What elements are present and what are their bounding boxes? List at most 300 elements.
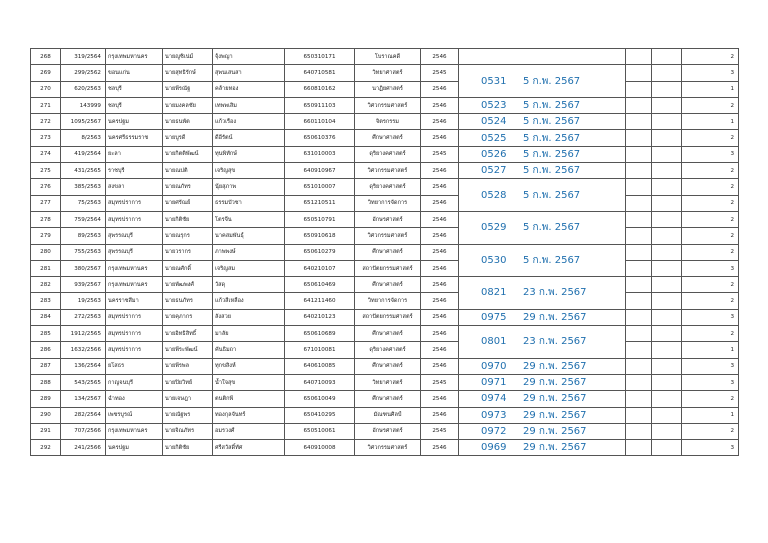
row-student-id: 660810162 [285,81,355,97]
row-year: 2545 [421,65,459,81]
row-last-name: เจริญสุข [213,163,285,179]
blank-a [626,260,652,276]
blank-a [626,195,652,211]
doc-number: 0971 [481,377,507,389]
blank-b [652,423,682,439]
doc-date: 23 ก.พ. 2567 [523,287,587,299]
row-year: 2546 [421,49,459,65]
row-seq: 282 [31,277,61,293]
row-last-name: ทุกขสิงห์ [213,358,285,374]
row-last-name: ลังสวย [213,309,285,325]
row-count: 2 [682,195,739,211]
row-year: 2545 [421,374,459,390]
doc-date: 5 ก.พ. 2567 [523,116,581,128]
row-year: 2546 [421,97,459,113]
doc-number: 0528 [481,189,507,201]
table-row [31,260,739,276]
blank-b [652,293,682,309]
row-department: วิศวกรรมศาสตร์ [355,440,421,456]
row-province: นครศรีธรรมราช [106,130,163,146]
table-row [31,277,739,293]
blank-a [626,277,652,293]
row-last-name: แก้วเรือง [213,114,285,130]
row-department: อักษรศาสตร์ [355,423,421,439]
row-seq: 284 [31,309,61,325]
row-department: วิศวกรรมศาสตร์ [355,228,421,244]
doc-number: 0975 [481,311,507,323]
row-student-id: 640910008 [285,440,355,456]
row-year: 2546 [421,211,459,227]
row-first-name: นายอิทธิสิทธิ์ [163,326,213,342]
doc-number: 0525 [481,132,507,144]
row-year: 2546 [421,260,459,276]
doc-date: 5 ก.พ. 2567 [523,148,581,160]
row-seq: 278 [31,211,61,227]
row-first-name: นายจิณภัทร [163,423,213,439]
doc-date: 29 ก.พ. 2567 [523,425,587,437]
row-last-name: ภาพพงษ์ [213,244,285,260]
doc-reference [459,374,626,390]
row-count: 2 [682,179,739,195]
blank-a [626,146,652,162]
row-last-name: คล้ายทอง [213,81,285,97]
row-province: ชลบุรี [106,81,163,97]
row-department: วิทยาการจัดการ [355,195,421,211]
row-code: 272/2563 [61,309,106,325]
table-row [31,391,739,407]
row-province: กรุงเทพมหานคร [106,423,163,439]
row-count: 2 [682,130,739,146]
row-code: 759/2564 [61,211,106,227]
row-last-name: นาคสมพันธุ์ [213,228,285,244]
row-first-name: นายพีรพล [163,358,213,374]
row-student-id: 650410295 [285,407,355,423]
table-row [31,293,739,309]
row-count: 2 [682,228,739,244]
row-first-name: นายกิตติพัฒน์ [163,146,213,162]
doc-date: 23 ก.พ. 2567 [523,336,587,348]
blank-a [626,326,652,342]
row-code: 707/2566 [61,423,106,439]
row-department: ศึกษาศาสตร์ [355,277,421,293]
doc-reference [459,146,626,162]
doc-number: 0527 [481,165,507,177]
row-count: 3 [682,440,739,456]
row-province: ราชบุรี [106,163,163,179]
row-first-name: นายปิยวิทย์ [163,374,213,390]
row-count: 3 [682,374,739,390]
doc-reference [459,407,626,423]
blank-a [626,228,652,244]
row-last-name: ธรรมบัวชา [213,195,285,211]
row-year: 2546 [421,114,459,130]
row-first-name: นายพีระพัฒน์ [163,342,213,358]
doc-date: 5 ก.พ. 2567 [523,100,581,112]
row-last-name: น้ำใจสุข [213,374,285,390]
row-department: ดุริยางคศาสตร์ [355,146,421,162]
row-province: นครราชสีมา [106,293,163,309]
row-seq: 283 [31,293,61,309]
row-last-name: นุ้ยสุภาพ [213,179,285,195]
row-department: ศึกษาศาสตร์ [355,358,421,374]
row-first-name: นายวรากร [163,244,213,260]
doc-reference [459,440,626,456]
row-first-name: นายกิติชัย [163,440,213,456]
row-seq: 277 [31,195,61,211]
row-code: 8/2563 [61,130,106,146]
row-student-id: 640710093 [285,374,355,390]
row-year: 2546 [421,407,459,423]
table-row [31,374,739,390]
row-student-id: 660110104 [285,114,355,130]
row-code: 380/2567 [61,260,106,276]
blank-b [652,179,682,195]
doc-reference [459,163,626,179]
row-student-id: 640710581 [285,65,355,81]
row-student-id: 650610469 [285,277,355,293]
row-province: กรุงเทพมหานคร [106,49,163,65]
row-seq: 268 [31,49,61,65]
blank-b [652,97,682,113]
row-code: 143999 [61,97,106,113]
row-student-id: 640910967 [285,163,355,179]
row-seq: 290 [31,407,61,423]
row-last-name: สุพนเสนสา [213,65,285,81]
row-seq: 273 [31,130,61,146]
row-first-name: นายณัฐพร [163,407,213,423]
row-code: 385/2563 [61,179,106,195]
row-student-id: 651210511 [285,195,355,211]
row-seq: 285 [31,326,61,342]
row-count: 2 [682,49,739,65]
row-count: 3 [682,358,739,374]
row-seq: 287 [31,358,61,374]
row-code: 620/2563 [61,81,106,97]
row-seq: 274 [31,146,61,162]
row-code: 1912/2565 [61,326,106,342]
doc-reference [459,114,626,130]
row-code: 241/2566 [61,440,106,456]
row-count: 2 [682,293,739,309]
table-row [31,358,739,374]
row-department: ศึกษาศาสตร์ [355,326,421,342]
row-first-name: นายกิติชัย [163,211,213,227]
blank-b [652,407,682,423]
row-count: 2 [682,211,739,227]
table-row [31,114,739,130]
blank-b [652,211,682,227]
blank-a [626,342,652,358]
row-first-name: นายสุทธิรักษ์ [163,65,213,81]
row-student-id: 650610689 [285,326,355,342]
row-last-name: อมรวงศ์ [213,423,285,439]
row-first-name: นายญูซิเน่ม์ [163,49,213,65]
row-year: 2546 [421,391,459,407]
row-code: 419/2564 [61,146,106,162]
table-row [31,342,739,358]
row-seq: 292 [31,440,61,456]
doc-number: 0970 [481,360,507,372]
row-code: 134/2567 [61,391,106,407]
blank-b [652,228,682,244]
blank-b [652,146,682,162]
row-code: 299/2562 [61,65,106,81]
doc-date: 29 ก.พ. 2567 [523,409,587,421]
blank-b [652,114,682,130]
blank-b [652,49,682,65]
row-department: สถาปัตยกรรมศาสตร์ [355,309,421,325]
row-year: 2546 [421,179,459,195]
blank-b [652,163,682,179]
doc-number: 0526 [481,148,507,160]
blank-a [626,179,652,195]
blank-b [652,342,682,358]
row-last-name: วัสดุ [213,277,285,293]
row-province: ฉำทอง [106,391,163,407]
row-student-id: 650610049 [285,391,355,407]
row-department: วิศวกรรมศาสตร์ [355,97,421,113]
doc-date: 5 ก.พ. 2567 [523,189,581,201]
row-department: วิศวกรรมศาสตร์ [355,163,421,179]
row-department: สถาปัตยกรรมศาสตร์ [355,260,421,276]
doc-reference [459,65,626,98]
row-code: 89/2563 [61,228,106,244]
blank-b [652,195,682,211]
row-year: 2546 [421,163,459,179]
row-year: 2546 [421,195,459,211]
row-student-id: 650510791 [285,211,355,227]
doc-date: 29 ก.พ. 2567 [523,360,587,372]
row-student-id: 650911103 [285,97,355,113]
row-first-name: นายเจษฎา [163,391,213,407]
table-row [31,49,739,65]
blank-a [626,440,652,456]
row-province: ยโสธร [106,358,163,374]
doc-reference [459,130,626,146]
blank-b [652,374,682,390]
row-department: โบราณคดี [355,49,421,65]
blank-a [626,423,652,439]
blank-a [626,163,652,179]
row-count: 2 [682,391,739,407]
doc-date: 29 ก.พ. 2567 [523,442,587,454]
row-department: วิทยาศาสตร์ [355,65,421,81]
row-student-id: 671010081 [285,342,355,358]
row-province: นครปฐม [106,114,163,130]
doc-number: 0524 [481,116,507,128]
blank-a [626,391,652,407]
row-student-id: 640610085 [285,358,355,374]
row-count: 1 [682,407,739,423]
row-seq: 291 [31,423,61,439]
row-last-name: โตรจีน [213,211,285,227]
row-year: 2546 [421,326,459,342]
table-row [31,407,739,423]
row-year: 2546 [421,244,459,260]
row-first-name: นายพีรณัฐ [163,81,213,97]
row-department: วิทยาศาสตร์ [355,374,421,390]
row-count: 2 [682,97,739,113]
table-row [31,81,739,97]
table-row [31,228,739,244]
doc-reference [459,391,626,407]
blank-b [652,260,682,276]
row-year: 2546 [421,228,459,244]
doc-number: 0801 [481,336,507,348]
row-province: สมุทรปราการ [106,309,163,325]
row-code: 75/2563 [61,195,106,211]
row-seq: 276 [31,179,61,195]
row-province: เพชรบูรณ์ [106,407,163,423]
blank-a [626,114,652,130]
row-code: 431/2565 [61,163,106,179]
doc-reference [459,309,626,325]
row-count: 2 [682,326,739,342]
row-code: 19/2563 [61,293,106,309]
row-code: 939/2567 [61,277,106,293]
row-last-name: ทองกุลจันทร์ [213,407,285,423]
row-province: นครปฐม [106,440,163,456]
doc-date: 5 ก.พ. 2567 [523,132,581,144]
blank-a [626,309,652,325]
row-last-name: ศรีสวัสดิ์ทัศ [213,440,285,456]
blank-a [626,358,652,374]
row-first-name: นายมงคลชัย [163,97,213,113]
row-seq: 270 [31,81,61,97]
blank-b [652,391,682,407]
doc-reference [459,179,626,212]
row-code: 136/2564 [61,358,106,374]
table-row [31,309,739,325]
row-last-name: ตนติกพี [213,391,285,407]
doc-number: 0972 [481,425,507,437]
row-count: 2 [682,163,739,179]
row-code: 543/2565 [61,374,106,390]
row-count: 3 [682,260,739,276]
row-count: 2 [682,423,739,439]
blank-a [626,65,652,81]
row-first-name: นายณรุกร [163,228,213,244]
row-count: 1 [682,342,739,358]
row-department: วิทยาการจัดการ [355,293,421,309]
doc-reference [459,244,626,277]
row-year: 2545 [421,423,459,439]
row-first-name: นายพัฒพงศ์ [163,277,213,293]
blank-a [626,211,652,227]
blank-a [626,81,652,97]
doc-number: 0530 [481,254,507,266]
doc-cell-empty [459,49,626,65]
row-student-id: 650610376 [285,130,355,146]
blank-a [626,97,652,113]
row-student-id: 650510061 [285,423,355,439]
row-student-id: 640210123 [285,309,355,325]
row-count: 3 [682,65,739,81]
row-student-id: 651010007 [285,179,355,195]
row-seq: 269 [31,65,61,81]
table-row [31,163,739,179]
doc-number: 0531 [481,75,507,87]
row-seq: 272 [31,114,61,130]
row-province: สมุทรปราการ [106,195,163,211]
blank-b [652,358,682,374]
row-province: สุพรรณบุรี [106,228,163,244]
doc-date: 5 ก.พ. 2567 [523,75,581,87]
row-department: ศึกษาศาสตร์ [355,130,421,146]
row-last-name: จุ้งพญา [213,49,285,65]
row-year: 2546 [421,440,459,456]
blank-a [626,130,652,146]
row-department: ดุริยางคศาสตร์ [355,179,421,195]
row-year: 2546 [421,277,459,293]
row-province: สงขลา [106,179,163,195]
doc-number: 0974 [481,393,507,405]
row-code: 755/2563 [61,244,106,260]
row-department: จิตรกรรม [355,114,421,130]
row-department: ศึกษาศาสตร์ [355,244,421,260]
row-year: 2546 [421,81,459,97]
row-department: ดุริยางคศาสตร์ [355,342,421,358]
table-row [31,326,739,342]
row-student-id: 631010003 [285,146,355,162]
row-province: กรุงเทพมหานคร [106,260,163,276]
row-first-name: นายศรัณย์ [163,195,213,211]
row-seq: 279 [31,228,61,244]
row-first-name: นายธนภัทร [163,293,213,309]
row-last-name: คันธิมถา [213,342,285,358]
doc-reference [459,326,626,359]
row-last-name: ทุนพิทักษ์ [213,146,285,162]
row-count: 1 [682,81,739,97]
doc-number: 0523 [481,100,507,112]
row-seq: 275 [31,163,61,179]
row-year: 2546 [421,358,459,374]
doc-date: 5 ก.พ. 2567 [523,254,581,266]
row-code: 319/2564 [61,49,106,65]
blank-b [652,326,682,342]
row-code: 1095/2567 [61,114,106,130]
blank-a [626,407,652,423]
row-year: 2546 [421,309,459,325]
row-province: สุพรรณบุรี [106,244,163,260]
row-count: 2 [682,244,739,260]
doc-date: 29 ก.พ. 2567 [523,393,587,405]
row-province: กาญจนบุรี [106,374,163,390]
row-seq: 288 [31,374,61,390]
table-row [31,440,739,456]
row-province: กรุงเทพมหานคร [106,277,163,293]
table-row [31,211,739,227]
row-year: 2546 [421,130,459,146]
row-count: 1 [682,114,739,130]
doc-reference [459,358,626,374]
doc-date: 29 ก.พ. 2567 [523,377,587,389]
blank-b [652,244,682,260]
doc-reference [459,423,626,439]
row-province: ชลบุรี [106,97,163,113]
row-department: ศึกษาศาสตร์ [355,391,421,407]
row-last-name: แก้วสีเหลือง [213,293,285,309]
table-row [31,244,739,260]
row-seq: 281 [31,260,61,276]
doc-date: 5 ก.พ. 2567 [523,165,581,177]
row-first-name: นายบูรดี [163,130,213,146]
table-row [31,97,739,113]
doc-reference [459,97,626,113]
blank-b [652,440,682,456]
row-first-name: นายคุภากร [163,309,213,325]
blank-a [626,49,652,65]
